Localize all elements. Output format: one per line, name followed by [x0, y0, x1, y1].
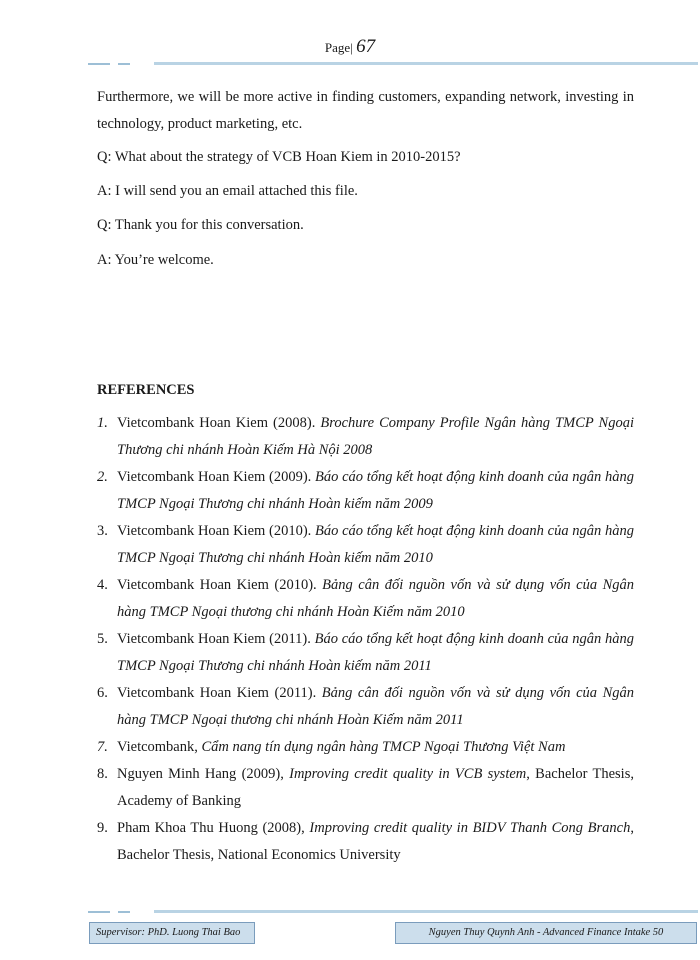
reference-number: 5.: [97, 631, 108, 647]
footer-rule: [88, 910, 698, 914]
reference-item: [97, 410, 634, 464]
reference-title: Báo cáo tổng kết hoạt động kinh doanh của ngân hàng TMCP Ngoại Thương chi nhánh Hoàn kiếm năm 2011: [117, 631, 634, 674]
reference-title: Bảng cân đối nguồn vốn và sử dụng vốn của Ngân hàng TMCP Ngoại thương chi nhánh Hoàn Kiếm năm 2011: [117, 685, 634, 728]
qa-answer-1: A: I will send you an email attached this file.: [97, 183, 358, 199]
reference-tail: , Bachelor Thesis, Academy of Banking: [117, 766, 634, 809]
page-separator: |: [350, 40, 353, 55]
reference-author: Vietcombank,: [117, 739, 202, 755]
reference-author: Nguyen Minh Hang (2009),: [117, 766, 290, 782]
reference-number: 4.: [97, 577, 108, 593]
reference-number: 8.: [97, 766, 108, 782]
reference-author: Vietcombank Hoan Kiem (2010).: [117, 577, 323, 593]
page-header: [0, 36, 700, 58]
reference-title: Improving credit quality in BIDV Thanh Cong Branch: [309, 820, 631, 836]
paragraph: Furthermore, we will be more active in finding customers, expanding network, investing in technology, product marketing, etc.: [97, 89, 634, 132]
reference-title: Cẩm nang tín dụng ngân hàng TMCP Ngoại Thương Việt Nam: [201, 739, 566, 755]
reference-number: 9.: [97, 820, 108, 836]
references-list: [97, 410, 634, 869]
footer-author: Nguyen Thuy Quynh Anh - Advanced Finance Intake 50: [395, 922, 697, 944]
reference-author: Vietcombank Hoan Kiem (2008).: [117, 415, 321, 431]
reference-title: Báo cáo tổng kết hoạt động kinh doanh của ngân hàng TMCP Ngoại Thương chi nhánh Hoàn kiếm năm 2009: [117, 469, 634, 512]
reference-tail: , Bachelor Thesis, National Economics University: [117, 820, 634, 863]
header-rule: [88, 62, 698, 66]
body-text: [97, 84, 634, 138]
reference-item: [97, 734, 634, 761]
page-number: 67: [356, 36, 376, 57]
reference-author: Vietcombank Hoan Kiem (2011).: [117, 685, 322, 701]
reference-item: [97, 518, 634, 572]
qa-answer-2: A: You’re welcome.: [97, 252, 214, 268]
reference-item: [97, 626, 634, 680]
reference-number: 2.: [97, 469, 108, 485]
reference-author: Vietcombank Hoan Kiem (2011).: [117, 631, 315, 647]
reference-title: Báo cáo tổng kết hoạt động kinh doanh của ngân hàng TMCP Ngoại Thương chi nhánh Hoàn kiếm năm 2010: [117, 523, 634, 566]
reference-author: Pham Khoa Thu Huong (2008),: [117, 820, 310, 836]
reference-author: Vietcombank Hoan Kiem (2009).: [117, 469, 315, 485]
reference-item: [97, 464, 634, 518]
reference-author: Vietcombank Hoan Kiem (2010).: [117, 523, 315, 539]
reference-item: [97, 761, 634, 815]
references-heading: REFERENCES: [97, 382, 195, 398]
reference-item: [97, 572, 634, 626]
qa-question-2: Q: Thank you for this conversation.: [97, 217, 304, 233]
reference-number: 1.: [97, 415, 108, 431]
reference-title: Bảng cân đối nguồn vốn và sử dụng vốn của Ngân hàng TMCP Ngoại thương chi nhánh Hoàn Kiếm năm 2010: [117, 577, 634, 620]
reference-title: Improving credit quality in VCB system: [289, 766, 527, 782]
reference-number: 3.: [97, 523, 108, 539]
page-label: Page: [324, 40, 351, 55]
reference-item: [97, 680, 634, 734]
reference-number: 6.: [97, 685, 108, 701]
reference-number: 7.: [97, 739, 108, 755]
footer-supervisor: Supervisor: PhD. Luong Thai Bao: [89, 922, 255, 944]
reference-item: [97, 815, 634, 869]
reference-title: Brochure Company Profile Ngân hàng TMCP Ngoại Thương chi nhánh Hoàn Kiếm Hà Nội 2008: [117, 415, 634, 458]
qa-question-1: Q: What about the strategy of VCB Hoan Kiem in 2010-2015?: [97, 149, 461, 165]
